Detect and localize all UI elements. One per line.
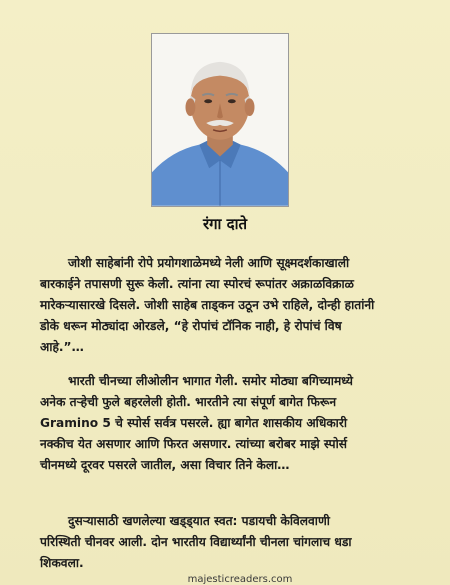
paragraph-2 xyxy=(40,371,443,476)
text-line: जोशी साहेबांनी रोपे प्रयोगशाळेमध्ये नेली आणि सूक्ष्मदर्शकाखाली xyxy=(68,256,350,270)
paragraph-3 xyxy=(40,511,443,574)
text-line: चीनमध्ये दूरवर पसरले जातील, असा विचार तिने केला… xyxy=(40,458,290,472)
text-line: बारकाईने तपासणी सुरू केली. त्यांना त्या स्पोरचं रूपांतर अक्राळविक्राळ xyxy=(40,277,354,291)
author-photo xyxy=(151,33,289,207)
text-line: परिस्थिती चीनवर आली. दोन भारतीय विद्यार्थ्यांनी चीनला चांगलाच धडा xyxy=(40,535,352,549)
text-line: भारती चीनच्या लीओलीन भागात गेली. समोर मोठ्या बगिच्यामध्ये xyxy=(68,374,353,388)
author-name: रंगा दाते xyxy=(202,215,248,233)
text-line: मारेकऱ्यासारखे दिसले. जोशी साहेब ताड्कन उठून उभे राहिले, दोन्ही हातांनी xyxy=(40,298,375,312)
text-line: शिकवला. xyxy=(40,556,84,570)
text-line: अनेक तऱ्हेची फुले बहरलेली होती. भारतीने त्या संपूर्ण बागेत फिरून xyxy=(40,395,337,409)
paragraph-1 xyxy=(40,253,443,358)
text-line: आहे.”… xyxy=(40,340,84,354)
text-line: दुसऱ्यासाठी खणलेल्या खड्ड्यात स्वत: पडायची केविलवाणी xyxy=(68,514,330,528)
footer-url: majesticreaders.com xyxy=(187,574,293,585)
text-line: डोके धरून मोठ्यांदा ओरडले, “हे रोपांचं टॉनिक नाही, हे रोपांचं विष xyxy=(40,319,342,333)
text-line: Gramino 5 चे स्पोर्स सर्वत्र पसरले. ह्या बागेत शासकीय अधिकारी xyxy=(40,416,347,430)
text-line: नक्कीच येत असणार आणि फिरत असणार. त्यांच्या बरोबर माझे स्पोर्स xyxy=(40,437,347,451)
